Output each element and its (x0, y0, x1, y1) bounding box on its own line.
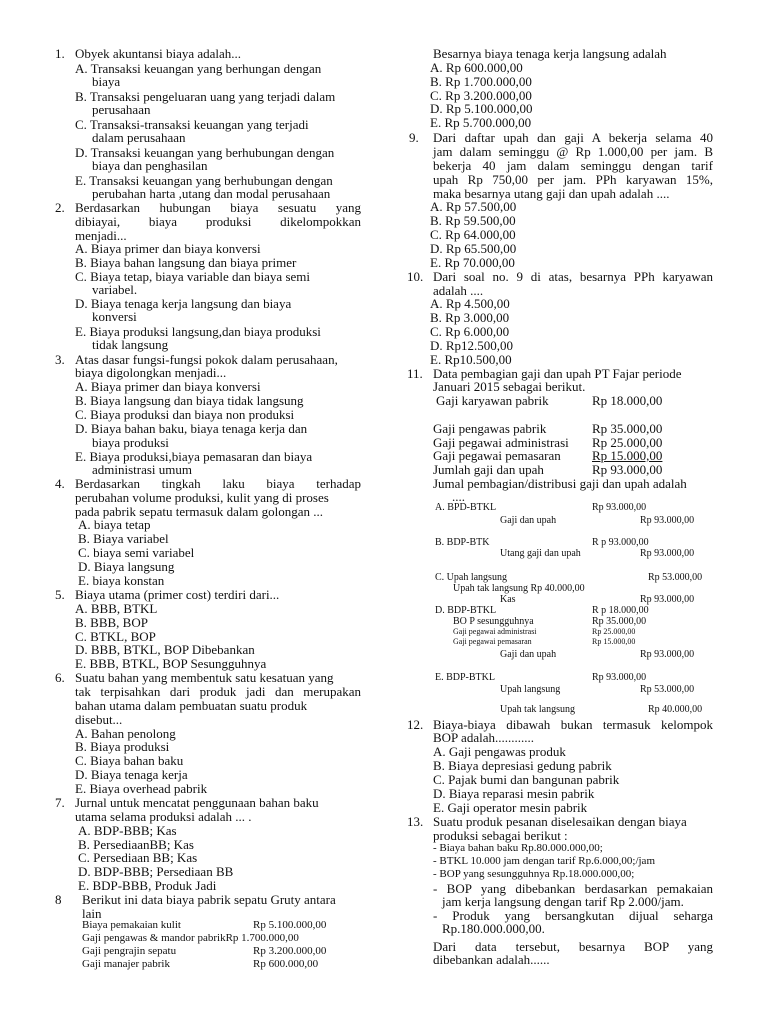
option-a: A. Rp 4.500,00 (430, 296, 510, 311)
question-stem-line-2: lain (82, 906, 102, 921)
question-stem-line-2: adalah .... (433, 283, 484, 298)
option-d-credit: Gaji dan upah (500, 649, 557, 660)
question-stem-line-3: bahan utama dalam pembuatan suatu produk (75, 698, 308, 713)
question-stem-line-2: perubahan volume produksi, kulit yang di proses (75, 490, 329, 505)
option-e: E. Biaya overhead pabrik (75, 781, 208, 796)
option-d-cont: biaya produksi (92, 435, 169, 450)
option-c-credit-value: Rp 93.000,00 (640, 594, 695, 605)
option-d-row-value: Rp 25.000,00 (592, 627, 636, 636)
option-e: E. Biaya produksi langsung,dan biaya produksi (75, 324, 321, 339)
option-c: C. Biaya produksi dan biaya non produksi (75, 407, 295, 422)
option-e: E. Rp 70.000,00 (430, 255, 515, 270)
salary-total-label: Jumlah gaji dan upah (433, 462, 544, 477)
salary-label: Gaji pegawai administrasi (433, 435, 569, 450)
option-d-cont: konversi (92, 309, 137, 324)
question-stem-line-1: Suatu produk pesanan diselesaikan dengan biaya (433, 814, 687, 829)
question-stem-line-2: dibiayai, biaya produksi dikelompokkan (75, 214, 361, 229)
option-e-cont: administrasi umum (92, 462, 193, 477)
question-stem-line-1: Biaya-biaya dibawah bukan termasuk kelompok (433, 717, 713, 732)
salary-label: Gaji karyawan pabrik (436, 393, 549, 408)
question-number: 5. (55, 587, 65, 602)
option-a: A. Transaksi keuangan yang berhungan dengan (75, 61, 322, 76)
option-b: B. Rp 3.000,00 (430, 310, 510, 325)
option-a-credit: Gaji dan upah (500, 515, 557, 526)
option-d: D. Biaya bahan baku, biaya tenaga kerja dan (75, 421, 308, 436)
option-b: B. Rp 59.500,00 (430, 213, 516, 228)
option-d: D. BBB, BTKL, BOP Dibebankan (75, 642, 255, 657)
option-e: E. biaya konstan (78, 573, 165, 588)
option-e: E. Rp 5.700.000,00 (430, 115, 532, 130)
salary-total-value: Rp 93.000,00 (592, 462, 663, 477)
option-c-debit-2: Upah tak langsung Rp 40.000,00 (453, 583, 585, 594)
question-stem-line-2: utama selama produksi adalah ... . (75, 809, 252, 824)
cost-item-cont: Rp.180.000.000,00. (442, 921, 545, 936)
question-stem-line-1: Dari daftar upah dan gaji A bekerja selama 40 (433, 130, 713, 145)
option-d: D. BDP-BBB; Persediaan BB (78, 864, 234, 879)
option-c: C. Biaya tetap, biaya variable dan biaya semi (75, 269, 310, 284)
option-e: E. BDP-BBB, Produk Jadi (78, 878, 217, 893)
option-c: C. Rp 6.000,00 (430, 324, 510, 339)
option-c: C. Persediaan BB; Kas (78, 850, 198, 865)
question-stem-line-1: Berdasarkan tingkah laku biaya terhadap (75, 476, 361, 491)
salary-value: Rp 25.000,00 (592, 435, 663, 450)
question-stem-line-2: tak terpisahkan dari produk jadi dan merupakan (75, 684, 361, 699)
option-e: E. Gaji operator mesin pabrik (433, 800, 588, 815)
question-stem-line-2: jam dalam seminggu @ Rp 1.000,00 per jam. B (433, 144, 713, 159)
cost-row-label: Gaji manajer pabrik (82, 958, 170, 970)
option-d: D. Biaya reparasi mesin pabrik (433, 786, 595, 801)
option-a-cont: biaya (92, 74, 121, 89)
option-e: E. BBB, BTKL, BOP Sesungguhnya (75, 656, 267, 671)
option-e-credit: Upah langsung (500, 684, 561, 695)
option-c: C. Pajak bumi dan bangunan pabrik (433, 772, 620, 787)
question-stem-line-1: Atas dasar fungsi-fungsi pokok dalam perusahaan, (75, 352, 338, 367)
cost-item: - Biaya bahan baku Rp.80.000.000,00; (433, 842, 603, 854)
cost-row-value: Rp 5.100.000,00 (253, 919, 327, 931)
option-b: B. Transaksi pengeluaran uang yang terjadi dalam (75, 89, 336, 104)
question-number: 13. (407, 814, 424, 829)
option-e-debit: E. BDP-BTKL (435, 672, 495, 683)
option-c: C. Biaya bahan baku (75, 753, 184, 768)
option-d-cont: biaya dan penghasilan (92, 158, 208, 173)
option-d: D. Biaya tenaga kerja langsung dan biaya (75, 296, 292, 311)
question-number: 2. (55, 200, 65, 215)
option-d-row-label: BO P sesungguhnya (453, 616, 534, 627)
option-e-debit-value: Rp 93.000,00 (592, 672, 647, 683)
option-c: C. Transaksi-transaksi keuangan yang terjadi (75, 117, 309, 132)
option-b-debit: B. BDP-BTK (435, 537, 490, 548)
question-stem-line-2: biaya digolongkan menjadi... (75, 365, 227, 380)
option-a: A. Bahan penolong (75, 726, 176, 741)
question-stem: Biaya utama (primer cost) terdiri dari... (75, 587, 280, 602)
option-b: B. PersediaanBB; Kas (78, 837, 194, 852)
question-stem: Obyek akuntansi biaya adalah... (75, 46, 242, 61)
option-d-row-label: Gaji pegawai pemasaran (453, 637, 532, 646)
option-b: B. Rp 1.700.000,00 (430, 74, 532, 89)
option-e-credit-2-value: Rp 40.000,00 (648, 704, 703, 715)
cost-row-label: Gaji pengrajin sepatu (82, 945, 177, 957)
option-b: B. Biaya bahan langsung dan biaya primer (75, 255, 297, 270)
option-b-credit: Utang gaji dan upah (500, 548, 581, 559)
option-d: D. Rp 5.100.000,00 (430, 101, 533, 116)
option-d-row-value: Rp 35.000,00 (592, 616, 647, 627)
option-d-row-value: Rp 15.000,00 (592, 637, 636, 646)
option-e: E. Transaksi keuangan yang berhubungan dengan (75, 173, 333, 188)
question-stem: Besarnya biaya tenaga kerja langsung adalah (433, 46, 667, 61)
question-prompt-cont: .... (452, 489, 465, 504)
option-d: D. Biaya tenaga kerja (75, 767, 188, 782)
option-d-row-label: Gaji pegawai administrasi (453, 627, 537, 636)
salary-value: Rp 35.000,00 (592, 421, 663, 436)
question-stem-line-5: maka besarnya utang gaji dan upah adalah .... (433, 186, 670, 201)
cost-item: - BOP yang sesungguhnya Rp.18.000.000,00; (433, 868, 635, 880)
option-e-credit-value: Rp 53.000,00 (640, 684, 695, 695)
option-b: B. Biaya langsung dan biaya tidak langsung (75, 393, 304, 408)
question-stem-line-4: disebut... (75, 712, 123, 727)
option-d-debit: D. BDP-BTKL (435, 605, 497, 616)
cost-row-label: Gaji pengawas & mandor pabrikRp 1.700.000,00 (82, 932, 299, 944)
salary-value: Rp 15.000,00 (592, 448, 663, 463)
question-stem-line-4: upah Rp 750,00 per jam. PPh karyawan 15%, (433, 172, 713, 187)
salary-label: Gaji pengawas pabrik (433, 421, 547, 436)
question-number: 12. (407, 717, 424, 732)
option-a: A. Biaya primer dan biaya konversi (75, 241, 261, 256)
cost-row-label: Biaya pemakaian kulit (82, 919, 181, 931)
option-d: D. Rp 65.500,00 (430, 241, 517, 256)
option-e: E. Biaya produksi,biaya pemasaran dan biaya (75, 449, 313, 464)
option-a-debit-value: Rp 93.000,00 (592, 502, 647, 513)
option-e-credit-2: Upah tak langsung (500, 704, 575, 715)
question-stem-line-1: Dari soal no. 9 di atas, besarnya PPh karyawan (433, 269, 713, 284)
question-stem-line-3: menjadi... (75, 228, 127, 243)
question-number: 3. (55, 352, 65, 367)
option-e: E. Rp10.500,00 (430, 352, 512, 367)
option-e-cont: tidak langsung (92, 337, 169, 352)
closing-question-line-2: dibebankan adalah...... (433, 952, 550, 967)
cost-item: - BOP yang dibebankan berdasarkan pemakaian (433, 881, 713, 896)
question-stem-line-1: Jurnal untuk mencatat penggunaan bahan baku (75, 795, 319, 810)
option-c: C. Rp 64.000,00 (430, 227, 516, 242)
option-c-cont: dalam perusahaan (92, 130, 186, 145)
option-d-debit-value: R p 18.000,00 (592, 605, 649, 616)
closing-question-line-1: Dari data tersebut, besarnya BOP yang (433, 939, 713, 954)
question-number: 10. (407, 269, 424, 284)
question-stem-line-1: Berikut ini data biaya pabrik sepatu Gruty antara (82, 892, 336, 907)
option-c-cont: variabel. (92, 282, 138, 297)
option-d: D. Transaksi keuangan yang berhubungan dengan (75, 145, 335, 160)
question-number: 9. (409, 130, 419, 145)
question-stem-line-1: Berdasarkan hubungan biaya sesuatu yang (75, 200, 361, 215)
option-e-cont: perubahan harta ,utang dan modal perusahaan (92, 186, 331, 201)
question-number: 8 (55, 892, 62, 907)
question-stem-line-2: Januari 2015 sebagai berikut. (433, 379, 586, 394)
option-b: B. BBB, BOP (75, 615, 148, 630)
question-stem-line-3: bekerja 40 jam dalam seminggu dengan tarif (433, 158, 713, 173)
option-c-credit: Kas (500, 594, 516, 605)
option-a: A. BBB, BTKL (75, 601, 158, 616)
option-a: A. Biaya primer dan biaya konversi (75, 379, 261, 394)
cost-item-cont: jam kerja langsung dengan tarif Rp 2.000/jam. (442, 894, 684, 909)
question-number: 7. (55, 795, 65, 810)
question-number: 4. (55, 476, 65, 491)
option-a-debit: A. BPD-BTKL (435, 502, 497, 513)
option-b-debit-value: R p 93.000,00 (592, 537, 649, 548)
option-b-cont: perusahaan (92, 102, 151, 117)
option-b-credit-value: Rp 93.000,00 (640, 548, 695, 559)
option-a: A. biaya tetap (78, 517, 151, 532)
question-number: 6. (55, 670, 65, 685)
cost-item: - BTKL 10.000 jam dengan tarif Rp.6.000,00;/jam (433, 855, 655, 867)
cost-row-value: Rp 3.200.000,00 (253, 945, 327, 957)
option-d: D. Rp12.500,00 (430, 338, 514, 353)
option-c: C. Rp 3.200.000,00 (430, 88, 532, 103)
cost-item: - Produk yang bersangkutan dijual seharga (433, 908, 713, 923)
question-number: 1. (55, 46, 65, 61)
option-b: B. Biaya depresiasi gedung pabrik (433, 758, 612, 773)
question-stem-line-2: BOP adalah............ (433, 730, 534, 745)
option-a: A. Rp 600.000,00 (430, 60, 523, 75)
question-number: 11. (407, 366, 423, 381)
option-b: B. Biaya produksi (75, 739, 170, 754)
question-stem-line-1: Suatu bahan yang membentuk satu kesatuan yang (75, 670, 334, 685)
question-stem-line-1: Data pembagian gaji dan upah PT Fajar periode (433, 366, 682, 381)
option-a: A. Gaji pengawas produk (433, 744, 566, 759)
option-c-debit: C. Upah langsung (435, 572, 507, 583)
option-d: D. Biaya langsung (78, 559, 175, 574)
salary-label: Gaji pegawai pemasaran (433, 448, 561, 463)
salary-value: Rp 18.000,00 (592, 393, 663, 408)
option-a: A. BDP-BBB; Kas (78, 823, 177, 838)
option-b: B. Biaya variabel (78, 531, 169, 546)
question-stem-line-2: produksi sebagai berikut : (433, 828, 568, 843)
cost-row-value: Rp 600.000,00 (253, 958, 319, 970)
option-a: A. Rp 57.500,00 (430, 199, 517, 214)
option-c-debit-value: Rp 53.000,00 (648, 572, 703, 583)
option-d-credit-value: Rp 93.000,00 (640, 649, 695, 660)
question-prompt: Jumal pembagian/distribusi gaji dan upah adalah (433, 476, 687, 491)
option-c: C. biaya semi variabel (78, 545, 195, 560)
option-c: C. BTKL, BOP (75, 629, 156, 644)
option-a-credit-value: Rp 93.000,00 (640, 515, 695, 526)
question-stem-line-3: pada pabrik sepatu termasuk dalam golongan ... (75, 504, 324, 519)
